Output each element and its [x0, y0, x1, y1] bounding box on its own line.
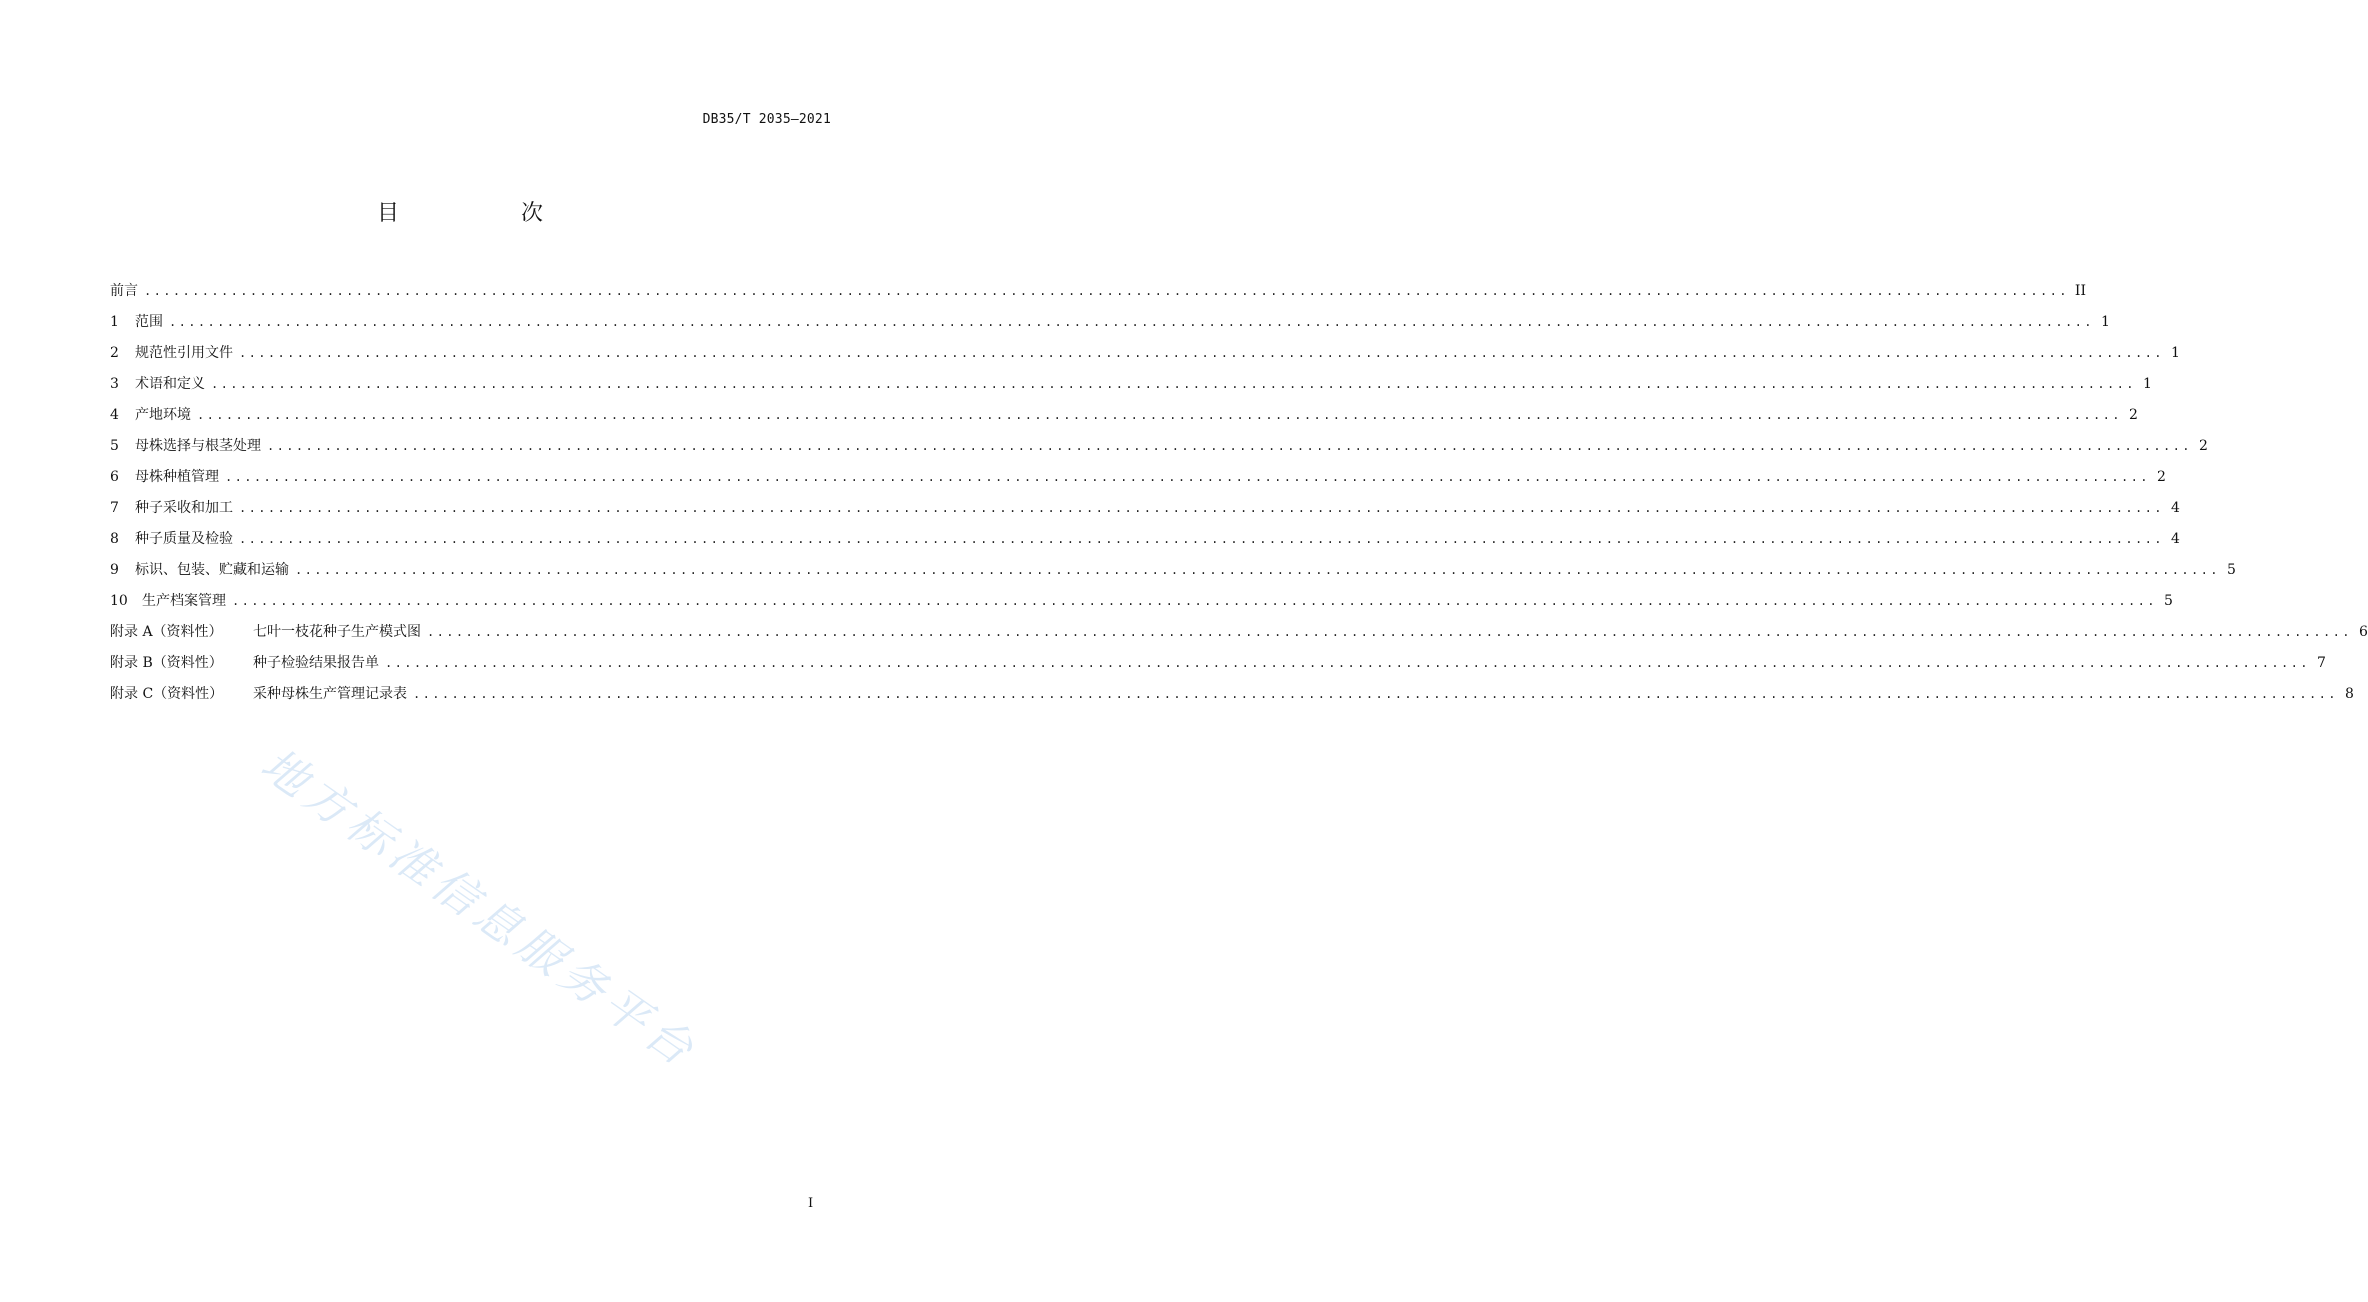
- page-title: 目 次: [376, 201, 593, 226]
- dot-leader: ........................................................................................................................................................................................................: [169, 315, 2094, 329]
- toc-entry-number: 10: [110, 593, 128, 609]
- toc-entry-page: 7: [2317, 655, 2326, 671]
- toc-entry-page: 5: [2227, 562, 2236, 578]
- toc-entry-page: 4: [2171, 500, 2180, 516]
- toc-entry-number: 9: [110, 562, 119, 578]
- toc-entry-number: 7: [110, 500, 119, 516]
- dot-leader: ........................................................................................................................................................................................................: [239, 532, 2164, 546]
- appendix-prefix: 附录 A（资料性）: [110, 624, 223, 640]
- toc-entry-title: 母株选择与根茎处理: [135, 438, 261, 454]
- toc-entry-page: 6: [2359, 624, 2368, 640]
- toc-entry-title: 术语和定义: [135, 376, 205, 392]
- toc-entry-title: 规范性引用文件: [135, 345, 233, 361]
- watermark-text: 地方标准信息服务平台: [251, 737, 708, 1080]
- dot-leader: ........................................................................................................................................................................................................: [427, 625, 2352, 639]
- toc-entry-title: 母株种植管理: [135, 469, 219, 485]
- dot-leader: ........................................................................................................................................................................................................: [385, 656, 2310, 670]
- toc-entry-appendix-a[interactable]: [110, 621, 2368, 652]
- toc-entry-scope[interactable]: [110, 311, 2110, 342]
- toc-entry-number: 5: [110, 438, 119, 454]
- dot-leader: ........................................................................................................................................................................................................: [267, 439, 2192, 453]
- toc-entry-page: 5: [2164, 593, 2173, 609]
- toc-entry-appendix-c[interactable]: [110, 683, 2354, 714]
- dot-leader: ........................................................................................................................................................................................................: [144, 284, 2069, 298]
- toc-entry-environment[interactable]: [110, 404, 2138, 435]
- dot-leader: ........................................................................................................................................................................................................: [197, 408, 2122, 422]
- toc-entry-labeling-packaging[interactable]: [110, 559, 2236, 590]
- toc-entry-number: 8: [110, 531, 119, 547]
- dot-leader: ........................................................................................................................................................................................................: [239, 346, 2164, 360]
- toc-entry-page: 1: [2101, 314, 2110, 330]
- dot-leader: ........................................................................................................................................................................................................: [413, 687, 2338, 701]
- toc-entry-mother-plant-selection[interactable]: [110, 435, 2208, 466]
- toc-entry-page: 8: [2345, 686, 2354, 702]
- dot-leader: ........................................................................................................................................................................................................: [211, 377, 2136, 391]
- toc-entry-planting-management[interactable]: [110, 466, 2166, 497]
- toc-entry-foreword[interactable]: [110, 280, 2086, 311]
- appendix-prefix: 附录 B（资料性）: [110, 655, 223, 671]
- toc-entry-title: 产地环境: [135, 407, 191, 423]
- toc-entry-title: 采种母株生产管理记录表: [253, 686, 407, 702]
- toc-entry-title: 七叶一枝花种子生产模式图: [253, 624, 421, 640]
- dot-leader: ........................................................................................................................................................................................................: [225, 470, 2150, 484]
- dot-leader: ........................................................................................................................................................................................................: [232, 594, 2157, 608]
- dot-leader: ........................................................................................................................................................................................................: [295, 563, 2220, 577]
- toc-entry-number: 4: [110, 407, 119, 423]
- toc-entry-page: 2: [2129, 407, 2138, 423]
- toc-entry-page: 2: [2157, 469, 2166, 485]
- toc-entry-seed-quality[interactable]: [110, 528, 2180, 559]
- toc-entry-title: 前言: [110, 283, 138, 299]
- toc-entry-page: 4: [2171, 531, 2180, 547]
- toc-entry-page: 2: [2199, 438, 2208, 454]
- toc-entry-page: II: [2074, 283, 2086, 299]
- dot-leader: ........................................................................................................................................................................................................: [239, 501, 2164, 515]
- toc-entry-appendix-b[interactable]: [110, 652, 2326, 683]
- toc-entry-normative-references[interactable]: [110, 342, 2180, 373]
- document-code: DB35/T 2035—2021: [702, 112, 831, 127]
- toc-entry-title: 种子采收和加工: [135, 500, 233, 516]
- toc-entry-title: 种子质量及检验: [135, 531, 233, 547]
- toc-entry-number: 3: [110, 376, 119, 392]
- toc-entry-page: 1: [2171, 345, 2180, 361]
- appendix-prefix: 附录 C（资料性）: [110, 686, 224, 702]
- toc-entry-terms[interactable]: [110, 373, 2152, 404]
- page-number: I: [808, 1196, 814, 1211]
- toc-entry-number: 6: [110, 469, 119, 485]
- toc-entry-seed-harvest[interactable]: [110, 497, 2180, 528]
- toc-entry-number: 1: [110, 314, 119, 330]
- table-of-contents: [110, 280, 2368, 714]
- toc-entry-production-records[interactable]: [110, 590, 2173, 621]
- toc-entry-number: 2: [110, 345, 119, 361]
- toc-entry-title: 生产档案管理: [142, 593, 226, 609]
- toc-entry-title: 范围: [135, 314, 163, 330]
- toc-entry-title: 标识、包装、贮藏和运输: [135, 562, 289, 578]
- toc-entry-page: 1: [2143, 376, 2152, 392]
- toc-entry-title: 种子检验结果报告单: [253, 655, 379, 671]
